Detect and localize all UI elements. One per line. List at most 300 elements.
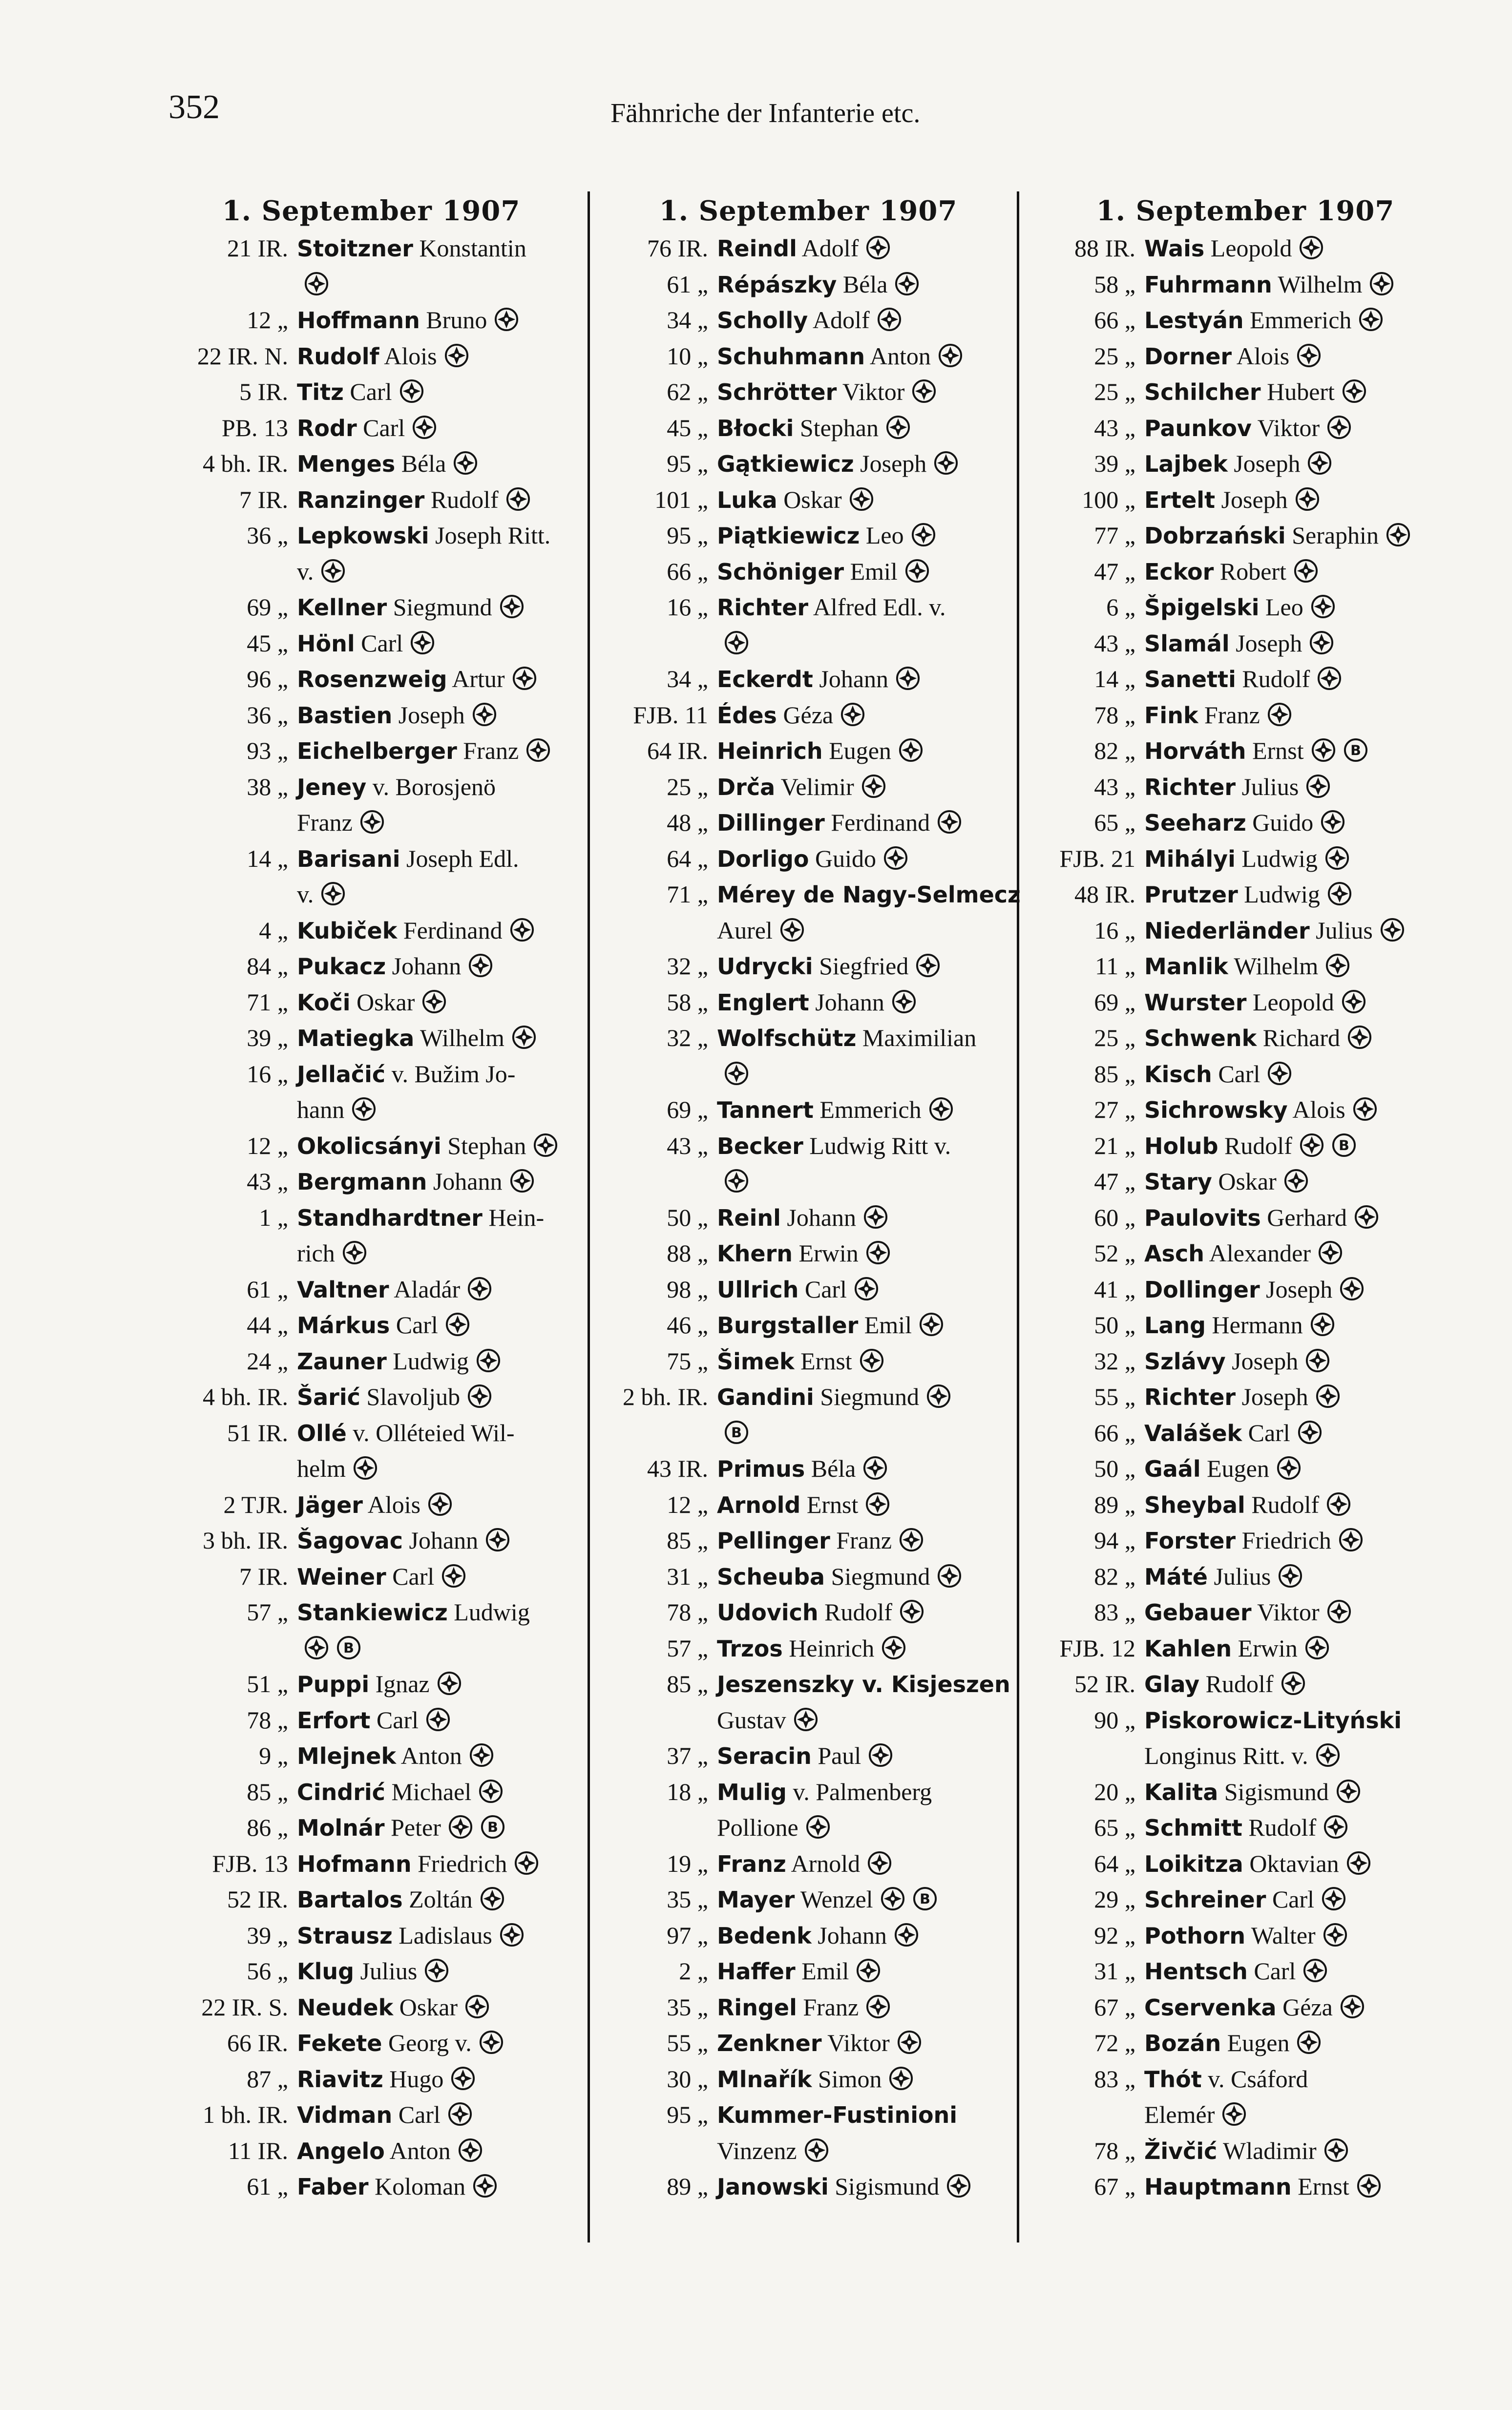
entry-surname: Sanetti: [1144, 666, 1236, 692]
cross-pattee-in-circle-icon: [1352, 1096, 1378, 1122]
cross-pattee-in-circle-icon: [533, 1132, 558, 1158]
list-item: [161, 1953, 581, 1990]
list-item: [1026, 410, 1465, 446]
entry-name: [1135, 877, 1352, 913]
entry-surname: Ullrich: [717, 1276, 799, 1303]
entry-unit: 57 „: [667, 1634, 708, 1662]
cross-pattee-in-circle-icon: [448, 1814, 473, 1840]
entry-surname: Barisani: [297, 845, 400, 872]
entry-surname: Sheybal: [1144, 1491, 1245, 1518]
entry-name: [708, 410, 911, 447]
cross-pattee-in-circle-icon: [919, 1312, 944, 1337]
cross-pattee-in-circle-icon: [1309, 630, 1334, 655]
entry-name: [708, 1415, 749, 1452]
entry-surname: Zauner: [297, 1348, 387, 1375]
entry-name: [288, 733, 551, 770]
entry-given-name: Béla: [811, 1455, 856, 1482]
list-item: [598, 1236, 1018, 1272]
cross-pattee-in-circle-icon: [1296, 2030, 1322, 2055]
cross-pattee-in-circle-icon: [499, 1922, 525, 1948]
entry-unit: 72 „: [1094, 2029, 1135, 2056]
entry-unit: 7 IR.: [239, 485, 288, 513]
list-item: [598, 1415, 1018, 1451]
entry-given-name: Alois: [1292, 1096, 1345, 1123]
column-1-header: 1. September 1907: [222, 195, 521, 227]
entry-given-name: Rudolf: [1248, 1814, 1317, 1841]
entry-surname: Slamál: [1144, 630, 1230, 657]
column-2-header: 1. September 1907: [659, 195, 958, 227]
entry-given-name: Ernst: [1252, 737, 1304, 764]
list-item: [598, 1092, 1018, 1128]
entry-surname: Eichelberger: [297, 738, 457, 764]
entry-name: [708, 1451, 888, 1488]
entry-unit: 39 „: [247, 1024, 288, 1051]
entry-surname: Valášek: [1144, 1420, 1242, 1446]
entry-given-name: Carl: [376, 1706, 419, 1734]
entry-surname: Rudolf: [297, 343, 379, 370]
entry-name: [708, 2097, 957, 2134]
cross-pattee-in-circle-icon: [888, 2066, 914, 2091]
entry-unit: 35 „: [667, 1993, 708, 2021]
list-item: [598, 626, 1018, 662]
entry-surname: Lang: [1144, 1312, 1206, 1339]
entry-surname: Menges: [297, 451, 396, 477]
entry-given-name: Béla: [842, 270, 888, 298]
entry-name: [1135, 1343, 1330, 1380]
list-item: [598, 1487, 1018, 1523]
entry-given-name: Joseph: [1236, 629, 1302, 657]
entry-name: [1135, 482, 1320, 519]
entry-surname: Sichrowsky: [1144, 1097, 1288, 1123]
entry-name: [1135, 1774, 1361, 1811]
cross-pattee-in-circle-icon: [895, 666, 921, 691]
entry-name: [288, 589, 525, 626]
entry-given-name: Sigismund: [1224, 1778, 1329, 1805]
entry-unit: 85 „: [1094, 1060, 1135, 1088]
entry-surname: Mayer: [717, 1886, 795, 1913]
cross-pattee-in-circle-icon: [938, 343, 963, 368]
entry-surname: Arnold: [717, 1491, 801, 1518]
entry-given-name: helm: [297, 1455, 346, 1482]
entry-surname: Ringel: [717, 1994, 797, 2021]
entry-name: [1135, 374, 1367, 411]
cross-pattee-in-circle-icon: [1293, 558, 1319, 584]
entry-given-name: Siegfried: [819, 952, 909, 980]
list-item: [1026, 518, 1465, 554]
list-item: [161, 482, 581, 518]
entry-name: [288, 877, 346, 913]
entry-given-name: Leo: [1265, 593, 1303, 621]
entry-surname: Mlnařík: [717, 2066, 812, 2093]
list-item: [1026, 267, 1465, 303]
entry-name: [288, 1379, 492, 1416]
entry-name: [708, 1523, 924, 1559]
entry-name: [708, 1056, 749, 1093]
entry-surname: Bedenk: [717, 1922, 812, 1949]
list-item: [1026, 1918, 1465, 1954]
list-item: [1026, 1487, 1465, 1523]
entry-name: [288, 1236, 367, 1272]
list-item: [1026, 302, 1465, 338]
entry-given-name: hann: [297, 1096, 345, 1123]
entry-surname: Reindl: [717, 235, 797, 262]
list-item: [161, 2133, 581, 2169]
list-item: [161, 1415, 581, 1451]
list-item: [598, 1379, 1018, 1415]
entry-unit: 98 „: [667, 1275, 708, 1303]
entry-unit: 85 „: [667, 1670, 708, 1697]
entry-surname: Richter: [717, 594, 809, 621]
entry-surname: Scheuba: [717, 1563, 825, 1590]
entry-unit: 21 IR.: [227, 234, 288, 262]
entry-surname: Dollinger: [1144, 1276, 1260, 1303]
entry-unit: 22 IR. S.: [201, 1993, 288, 2021]
entry-unit: 48 „: [667, 809, 708, 836]
entry-surname: Bartalos: [297, 1886, 403, 1913]
entry-given-name: Rudolf: [1251, 1490, 1320, 1518]
entry-surname: Schrötter: [717, 379, 837, 405]
list-item: [598, 267, 1018, 303]
list-item: [598, 913, 1018, 949]
cross-pattee-in-circle-icon: [881, 1635, 906, 1660]
entry-unit: 78 „: [247, 1706, 288, 1734]
entry-surname: Kummer-Fustinioni: [717, 2102, 958, 2128]
entry-name: [708, 1487, 890, 1524]
entry-given-name: v. Olléteied Wil-: [353, 1419, 515, 1446]
cross-pattee-in-circle-icon: [865, 1240, 891, 1265]
entry-unit: 43 „: [1094, 414, 1135, 441]
list-item: [598, 2133, 1018, 2169]
list-item: [598, 1451, 1018, 1487]
entry-given-name: Wilhelm: [1278, 270, 1363, 298]
entry-surname: Manlik: [1144, 953, 1228, 980]
entry-name: [288, 1594, 530, 1631]
list-item: [161, 733, 581, 769]
entry-unit: 66 „: [1094, 1419, 1135, 1446]
entry-given-name: Viktor: [842, 378, 905, 405]
entry-name: [1135, 2097, 1247, 2134]
entry-surname: Lestyán: [1144, 307, 1244, 334]
entry-name: [1135, 1092, 1378, 1129]
svg-text:B: B: [1339, 1136, 1349, 1153]
entry-name: [288, 1953, 449, 1990]
cross-pattee-in-circle-icon: [1311, 737, 1336, 763]
entry-unit: 61 „: [247, 2173, 288, 2200]
entry-given-name: Viktor: [1257, 414, 1320, 441]
entry-unit: 25 „: [1094, 342, 1135, 370]
entry-unit: 43 „: [247, 1168, 288, 1195]
list-item: [161, 231, 581, 267]
entry-unit: 65 „: [1094, 809, 1135, 836]
cross-pattee-in-circle-icon: [885, 415, 911, 440]
entry-unit: 2 bh. IR.: [623, 1383, 708, 1410]
entry-unit: 50 „: [1094, 1311, 1135, 1339]
cross-pattee-in-circle-icon: [1318, 1240, 1343, 1265]
cross-pattee-in-circle-icon: [867, 1850, 892, 1876]
entry-name: [288, 374, 424, 411]
entry-surname: Horváth: [1144, 738, 1246, 764]
list-item: [161, 446, 581, 482]
entry-name: [708, 1379, 951, 1416]
entry-surname: Vidman: [297, 2102, 393, 2128]
list-item: [598, 482, 1018, 518]
entry-name: [708, 697, 865, 734]
list-item: [598, 1523, 1018, 1559]
entry-unit: 32 „: [667, 952, 708, 980]
cross-pattee-in-circle-icon: [464, 1994, 490, 2019]
entry-unit: 45 „: [247, 629, 288, 657]
entry-surname: Hofmann: [297, 1850, 412, 1877]
list-item: [1026, 482, 1465, 518]
list-item: [1026, 1810, 1465, 1846]
entry-unit: 64 IR.: [647, 737, 708, 764]
entry-name: [1135, 446, 1332, 482]
entry-given-name: Joseph: [1221, 485, 1288, 513]
entry-surname: Szlávy: [1144, 1348, 1226, 1375]
entry-unit: 21 „: [1094, 1132, 1135, 1159]
cross-pattee-in-circle-icon: [1323, 2138, 1349, 2163]
cross-pattee-in-circle-icon: [865, 235, 891, 260]
entry-name: [1135, 913, 1405, 949]
entry-name: [708, 1846, 892, 1883]
entry-name: [1135, 2061, 1308, 2098]
entry-unit: 52 IR.: [227, 1886, 288, 1913]
entry-name: [708, 554, 930, 590]
entry-unit: 11 IR.: [228, 2137, 288, 2164]
entry-unit: 37 „: [667, 1742, 708, 1769]
entry-unit: 1 bh. IR.: [203, 2101, 288, 2128]
entry-given-name: Heinrich: [789, 1634, 875, 1662]
cross-pattee-in-circle-icon: [898, 737, 924, 763]
entry-given-name: Rudolf: [1224, 1132, 1292, 1159]
entry-name: [1135, 733, 1368, 770]
entry-unit: 39 „: [1094, 450, 1135, 477]
entry-given-name: Johann: [409, 1527, 479, 1554]
cross-pattee-in-circle-icon: [467, 1383, 492, 1409]
entry-surname: Stary: [1144, 1169, 1212, 1195]
entry-given-name: Ludwig Ritt v.: [809, 1132, 951, 1159]
entry-name: [288, 446, 478, 482]
entry-given-name: Peter: [391, 1814, 441, 1841]
entry-unit: 9 „: [259, 1742, 288, 1769]
entry-given-name: Franz: [803, 1993, 859, 2021]
entry-name: [288, 1882, 505, 1918]
entry-unit: 77 „: [1094, 522, 1135, 549]
cross-pattee-in-circle-icon: [937, 1563, 962, 1589]
entry-given-name: Emil: [850, 557, 898, 585]
entry-given-name: Rudolf: [824, 1598, 893, 1626]
entry-given-name: Wilhelm: [1234, 952, 1319, 980]
list-item: [598, 1702, 1018, 1739]
entry-given-name: Carl: [361, 629, 403, 657]
cross-pattee-in-circle-icon: [412, 415, 437, 440]
column-3-header: 1. September 1907: [1096, 195, 1395, 227]
cross-pattee-in-circle-icon: [1340, 1994, 1365, 2019]
cross-pattee-in-circle-icon: [1320, 809, 1345, 835]
entry-given-name: Wenzel: [800, 1886, 873, 1913]
entry-surname: Englert: [717, 989, 809, 1016]
entry-unit: 83 „: [1094, 2065, 1135, 2093]
entry-given-name: Carl: [1218, 1060, 1260, 1088]
entry-surname: Wolfschütz: [717, 1025, 857, 1051]
list-item: [161, 1487, 581, 1523]
entry-given-name: rich: [297, 1239, 335, 1267]
cross-pattee-in-circle-icon: [445, 1312, 470, 1337]
entry-surname: Gandini: [717, 1384, 814, 1410]
cross-pattee-in-circle-icon: [424, 1958, 449, 1983]
entry-given-name: Ludwig: [1241, 844, 1318, 872]
entry-given-name: Arnold: [791, 1849, 861, 1877]
list-item: [598, 1846, 1018, 1882]
entry-surname: Márkus: [297, 1312, 390, 1339]
list-item: [598, 2097, 1018, 2133]
list-item: [598, 1953, 1018, 1990]
list-item: [161, 589, 581, 626]
list-item: [598, 1594, 1018, 1631]
entry-given-name: Artur: [452, 665, 505, 692]
entry-name: [708, 2025, 922, 2062]
entry-name: [708, 733, 924, 770]
entry-unit: 7 IR.: [239, 1562, 288, 1590]
entry-given-name: Aurel: [717, 916, 773, 944]
entry-given-name: Alois: [367, 1490, 421, 1518]
entry-given-name: Richard: [1262, 1024, 1340, 1051]
entry-unit: 50 „: [667, 1203, 708, 1231]
list-item: [598, 1631, 1018, 1667]
list-item: [1026, 1379, 1465, 1415]
cross-pattee-in-circle-icon: [1299, 1132, 1324, 1158]
entry-given-name: Michael: [391, 1778, 472, 1805]
list-item: [1026, 1272, 1465, 1308]
list-item: [598, 1128, 1018, 1164]
list-item: [161, 1559, 581, 1595]
entry-surname: Máté: [1144, 1563, 1208, 1590]
entry-surname: Kalita: [1144, 1779, 1218, 1805]
entry-name: [708, 1020, 976, 1057]
entry-given-name: Oskar: [356, 988, 415, 1016]
list-item: [161, 1594, 581, 1631]
entry-surname: Jellačić: [297, 1061, 386, 1088]
entry-given-name: v. Csáford: [1208, 2065, 1308, 2093]
entry-given-name: Sigismund: [835, 2173, 940, 2200]
entry-unit: 14 „: [1094, 665, 1135, 692]
entry-surname: Schuhmann: [717, 343, 865, 370]
cross-pattee-in-circle-icon: [1346, 1850, 1371, 1876]
list-item: [1026, 554, 1465, 590]
list-item: [1026, 1953, 1465, 1990]
cross-pattee-in-circle-icon: [512, 666, 537, 691]
entry-unit: 57 „: [247, 1598, 288, 1626]
cross-pattee-in-circle-icon: [1323, 1814, 1348, 1840]
cross-pattee-in-circle-icon: [437, 1671, 462, 1696]
list-item: [598, 1738, 1018, 1774]
entry-name: [288, 1918, 525, 1954]
entry-unit: FJB. 21: [1059, 844, 1135, 872]
entry-name: [288, 626, 435, 662]
entry-surname: Ertelt: [1144, 486, 1216, 513]
list-item: [1026, 805, 1465, 841]
entry-name: [1135, 1487, 1351, 1524]
circled-b-icon: [480, 1814, 505, 1840]
list-item: [161, 1164, 581, 1200]
svg-text:B: B: [731, 1424, 742, 1441]
cross-pattee-in-circle-icon: [1267, 1061, 1292, 1086]
cross-pattee-in-circle-icon: [1336, 1779, 1361, 1804]
entry-surname: Šarić: [297, 1384, 360, 1410]
cross-pattee-in-circle-icon: [514, 1850, 539, 1876]
list-item: [598, 769, 1018, 805]
entry-unit: 45 „: [667, 414, 708, 441]
list-item: [161, 626, 581, 662]
list-item: [1026, 1020, 1465, 1056]
entry-unit: 69 „: [667, 1096, 708, 1123]
entry-given-name: Slavoljub: [366, 1383, 461, 1410]
entry-unit: 56 „: [247, 1957, 288, 1985]
entry-given-name: v. Borosjenö: [372, 773, 496, 800]
entry-given-name: Ernst: [806, 1490, 859, 1518]
entry-surname: Šimek: [717, 1348, 795, 1375]
entry-surname: Neudek: [297, 1994, 394, 2021]
entry-unit: 43 „: [1094, 629, 1135, 657]
entry-given-name: Johann: [787, 1203, 857, 1231]
entry-unit: 38 „: [247, 773, 288, 800]
cross-pattee-in-circle-icon: [425, 1707, 451, 1732]
entry-surname: Piątkiewicz: [717, 523, 860, 549]
entry-name: [708, 482, 874, 519]
entry-unit: 34 „: [667, 665, 708, 692]
entry-unit: 12 „: [667, 1490, 708, 1518]
circled-b-icon: [336, 1635, 361, 1660]
list-item: [1026, 913, 1465, 949]
entry-surname: Wais: [1144, 235, 1205, 262]
entry-given-name: Ladislaus: [399, 1921, 492, 1949]
list-item: [161, 1990, 581, 2026]
list-item: [161, 1307, 581, 1343]
cross-pattee-in-circle-icon: [320, 558, 346, 584]
entry-given-name: Ludwig: [393, 1347, 469, 1375]
cross-pattee-in-circle-icon: [856, 1958, 881, 1983]
entry-given-name: Carl: [804, 1275, 847, 1303]
list-item: [161, 913, 581, 949]
cross-pattee-in-circle-icon: [359, 809, 385, 835]
entry-name: [1135, 1523, 1364, 1559]
entry-surname: Dorner: [1144, 343, 1232, 370]
entry-given-name: Emmerich: [1250, 306, 1352, 334]
entry-name: [1135, 2025, 1322, 2062]
list-item: [1026, 1738, 1465, 1774]
list-item: [1026, 1451, 1465, 1487]
cross-pattee-in-circle-icon: [1281, 1671, 1306, 1696]
entry-unit: 1 „: [259, 1203, 288, 1231]
list-item: [598, 302, 1018, 338]
cross-pattee-in-circle-icon: [304, 1635, 329, 1660]
entry-name: [1135, 1272, 1365, 1308]
entry-given-name: Carl: [350, 378, 392, 405]
cross-pattee-in-circle-icon: [511, 1025, 537, 1050]
cross-pattee-in-circle-icon: [1326, 1599, 1352, 1624]
entry-name: [708, 446, 959, 482]
cross-pattee-in-circle-icon: [421, 989, 447, 1014]
entry-unit: 50 „: [1094, 1455, 1135, 1482]
entry-surname: Hoffmann: [297, 307, 420, 334]
cross-pattee-in-circle-icon: [805, 1814, 831, 1840]
cross-pattee-in-circle-icon: [928, 1096, 954, 1122]
cross-pattee-in-circle-icon: [1297, 1420, 1323, 1445]
entry-given-name: Carl: [1254, 1957, 1296, 1985]
entry-given-name: Georg v.: [388, 2029, 472, 2056]
entry-surname: Niederländer: [1144, 917, 1310, 944]
entry-unit: 10 „: [667, 342, 708, 370]
